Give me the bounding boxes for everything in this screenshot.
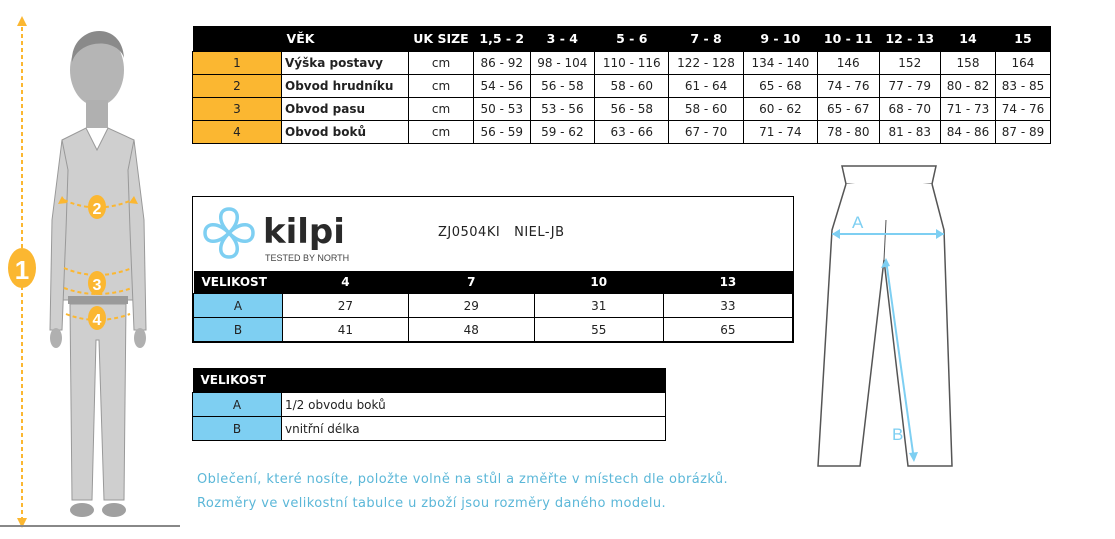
figure-marker-4 xyxy=(88,306,106,330)
model-code-label xyxy=(438,225,565,240)
brand-name: kilpi xyxy=(263,212,345,252)
legend-header: VELIKOST xyxy=(193,368,666,393)
table-cell: 84 - 86 xyxy=(941,121,996,144)
age-table-header-cell: VĚK xyxy=(193,26,409,52)
age-table-header-cell: 5 - 6 xyxy=(595,26,669,52)
row-number: 3 xyxy=(193,98,282,121)
brand-tagline: TESTED BY NORTH xyxy=(265,253,349,263)
table-cell: 67 - 70 xyxy=(669,121,743,144)
legend-description: vnitřní délka xyxy=(282,417,666,441)
table-cell: 74 - 76 xyxy=(817,75,879,98)
table-cell: 31 xyxy=(534,294,663,318)
table-cell: 74 - 76 xyxy=(995,98,1050,121)
table-cell: 86 - 92 xyxy=(474,52,531,75)
age-table-row xyxy=(193,75,1051,98)
age-table-row xyxy=(193,98,1051,121)
kilpi-logo xyxy=(199,203,349,265)
instruction-note-2: Rozměry ve velikostní tabulce u zboží jsou rozměry daného modelu. xyxy=(197,496,667,511)
age-table-row xyxy=(193,52,1051,75)
table-cell: 164 xyxy=(995,52,1050,75)
table-cell: 53 - 56 xyxy=(530,98,595,121)
row-label: Výška postavy xyxy=(282,52,409,75)
model-table-row xyxy=(194,318,793,342)
svg-text:3: 3 xyxy=(92,277,102,294)
table-cell: 29 xyxy=(408,294,534,318)
table-cell: 80 - 82 xyxy=(941,75,996,98)
table-cell: 87 - 89 xyxy=(995,121,1050,144)
age-table-row xyxy=(193,121,1051,144)
table-cell: 27 xyxy=(283,294,409,318)
legend-row xyxy=(193,417,666,441)
age-table-header-cell: UK SIZE xyxy=(409,26,474,52)
table-cell: 54 - 56 xyxy=(474,75,531,98)
row-unit: cm xyxy=(409,98,474,121)
figure-marker-2 xyxy=(88,195,106,219)
table-cell: 33 xyxy=(663,294,792,318)
table-cell: 41 xyxy=(283,318,409,342)
table-cell: 77 - 79 xyxy=(879,75,941,98)
measurement-key: A xyxy=(194,294,283,318)
svg-text:2: 2 xyxy=(92,201,102,218)
table-cell: 158 xyxy=(941,52,996,75)
row-unit: cm xyxy=(409,121,474,144)
table-cell: 60 - 62 xyxy=(743,98,817,121)
table-cell: 83 - 85 xyxy=(995,75,1050,98)
table-cell: 146 xyxy=(817,52,879,75)
table-cell: 134 - 140 xyxy=(743,52,817,75)
measurement-key: B xyxy=(194,318,283,342)
model-size-header: 10 xyxy=(534,271,663,294)
model-code: ZJ0504KI xyxy=(438,225,501,240)
measurement-legend-table xyxy=(192,368,666,441)
pants-marker-b: B xyxy=(892,425,904,444)
table-cell: 152 xyxy=(879,52,941,75)
row-unit: cm xyxy=(409,52,474,75)
table-cell: 65 - 67 xyxy=(817,98,879,121)
model-table-row xyxy=(194,294,793,318)
model-size-header: 7 xyxy=(408,271,534,294)
legend-row xyxy=(193,393,666,417)
table-cell: 48 xyxy=(408,318,534,342)
legend-key: B xyxy=(193,417,282,441)
table-cell: 71 - 74 xyxy=(743,121,817,144)
table-cell: 71 - 73 xyxy=(941,98,996,121)
table-cell: 78 - 80 xyxy=(817,121,879,144)
table-cell: 59 - 62 xyxy=(530,121,595,144)
age-table-header-cell: 15 xyxy=(995,26,1050,52)
row-label: Obvod pasu xyxy=(282,98,409,121)
table-cell: 58 - 60 xyxy=(595,75,669,98)
table-cell: 98 - 104 xyxy=(530,52,595,75)
pants-diagram xyxy=(810,160,960,470)
age-table-header-cell: 9 - 10 xyxy=(743,26,817,52)
age-table-header-cell: 1,5 - 2 xyxy=(474,26,531,52)
pants-marker-a: A xyxy=(852,213,864,232)
table-cell: 81 - 83 xyxy=(879,121,941,144)
table-cell: 55 xyxy=(534,318,663,342)
legend-description: 1/2 obvodu boků xyxy=(282,393,666,417)
table-cell: 110 - 116 xyxy=(595,52,669,75)
table-cell: 50 - 53 xyxy=(474,98,531,121)
table-cell: 65 xyxy=(663,318,792,342)
body-measurement-figure xyxy=(0,0,185,539)
svg-text:1: 1 xyxy=(14,255,30,285)
table-cell: 65 - 68 xyxy=(743,75,817,98)
age-table-header-cell: 3 - 4 xyxy=(530,26,595,52)
age-table-header-cell: 10 - 11 xyxy=(817,26,879,52)
model-measurement-table xyxy=(193,271,793,342)
table-cell: 56 - 58 xyxy=(595,98,669,121)
model-size-box xyxy=(192,196,794,343)
age-table-header-cell: 14 xyxy=(941,26,996,52)
svg-text:4: 4 xyxy=(92,312,102,329)
figure-marker-3 xyxy=(88,271,106,295)
table-cell: 122 - 128 xyxy=(669,52,743,75)
table-cell: 56 - 59 xyxy=(474,121,531,144)
row-unit: cm xyxy=(409,75,474,98)
table-cell: 63 - 66 xyxy=(595,121,669,144)
row-number: 2 xyxy=(193,75,282,98)
row-number: 4 xyxy=(193,121,282,144)
instruction-note-1: Oblečení, které nosíte, položte volně na stůl a změřte v místech dle obrázků. xyxy=(197,472,729,487)
model-table-header xyxy=(194,271,793,294)
age-table-header-cell: 12 - 13 xyxy=(879,26,941,52)
age-size-table xyxy=(192,26,1051,144)
model-header-label: VELIKOST xyxy=(194,271,283,294)
age-table-header-cell: 7 - 8 xyxy=(669,26,743,52)
model-size-header: 13 xyxy=(663,271,792,294)
table-cell: 56 - 58 xyxy=(530,75,595,98)
table-cell: 58 - 60 xyxy=(669,98,743,121)
table-cell: 61 - 64 xyxy=(669,75,743,98)
model-name: NIEL-JB xyxy=(514,225,565,240)
model-size-header: 4 xyxy=(283,271,409,294)
table-cell: 68 - 70 xyxy=(879,98,941,121)
age-table-header xyxy=(193,26,1051,52)
legend-key: A xyxy=(193,393,282,417)
row-label: Obvod hrudníku xyxy=(282,75,409,98)
row-label: Obvod boků xyxy=(282,121,409,144)
row-number: 1 xyxy=(193,52,282,75)
figure-marker-1 xyxy=(8,248,36,288)
